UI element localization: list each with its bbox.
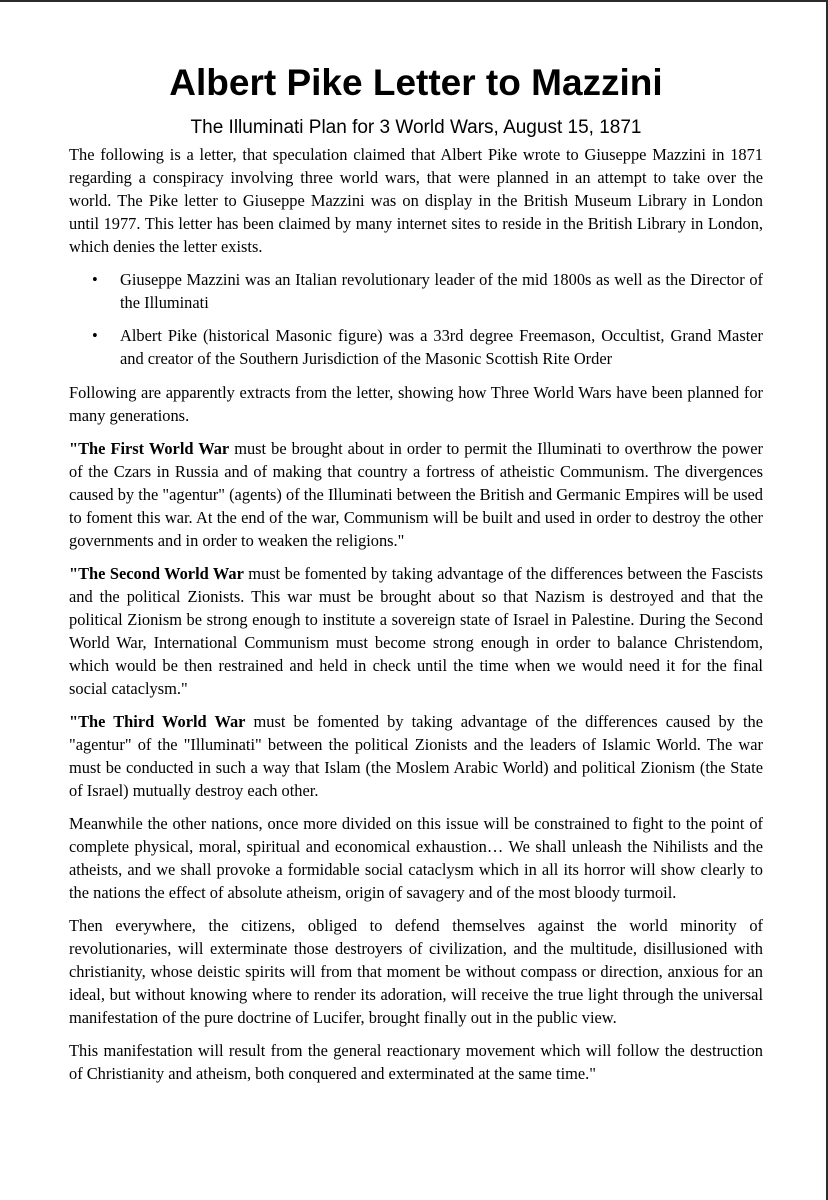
bullet-item-pike [69,324,763,370]
manifestation-paragraph: This manifestation will result from the general reactionary movement which will follow the destruction of Christianity and atheism, both conquered and exterminated at the same time." [69,1041,763,1083]
bullet-item-mazzini [69,268,763,314]
everywhere-paragraph: Then everywhere, the citizens, obliged to defend themselves against the world minority of revolutionaries, will exterminate those destroyers of civilization, and the multitude, disillusioned with christianity, whose deistic spirits will from that moment be without compass or direction, anxious for an ideal, but without knowing where to render its adoration, will receive the true light through the universal manifestation of the pure doctrine of Lucifer, brought finally out in the public view. [69,916,763,1027]
second-world-war-paragraph [69,562,763,700]
opening-quote: " [69,439,79,458]
following-paragraph: Following are apparently extracts from the letter, showing how Three World Wars have been planned for many generations. [69,383,763,425]
third-world-war-heading: The Third World War [78,712,246,731]
intro-paragraph: The following is a letter, that speculation claimed that Albert Pike wrote to Giuseppe Mazzini in 1871 regarding a conspiracy involving three world wars, that were planned in an attempt to take over the world. The Pike letter to Giuseppe Mazzini was on display in the British Museum Library in London until 1977. This letter has been claimed by many internet sites to reside in the British Library in London, which denies the letter exists. [69,145,763,256]
first-world-war-text: must be brought about in order to permit the Illuminati to overthrow the power of the Czars in Russia and of making that country a fortress of atheistic Communism. The divergences caused by the "agentur" (agents) of the Illuminati between the British and Germanic Empires will be used to foment this war. At the end of the war, Communism will be built and used in order to destroy the other governments and in order to weaken the religions." [69,439,763,550]
opening-quote: " [69,712,79,731]
second-world-war-text: must be fomented by taking advantage of the differences between the Fascists and the political Zionists. This war must be brought about so that Nazism is destroyed and that the political Zionism be strong enough to institute a sovereign state of Israel in Palestine. During the Second World War, International Communism must become strong enough in order to balance Christendom, which would be then restrained and held in check until the time when we would need it for the final social cataclysm." [69,564,763,698]
first-world-war-paragraph [69,437,763,552]
page-top-border [0,0,828,2]
third-world-war-paragraph [69,710,763,802]
bullet-list [69,268,763,370]
bullet-icon: • [92,270,98,289]
page-subtitle: The Illuminati Plan for 3 World Wars, August 15, 1871 [190,117,642,138]
second-world-war-heading: The Second World War [78,564,244,583]
opening-quote: " [69,564,79,583]
first-world-war-heading: The First World War [78,439,230,458]
document [69,58,763,1095]
bullet-icon: • [92,326,98,345]
page-title: Albert Pike Letter to Mazzini [169,62,663,103]
bullet-text: Albert Pike (historical Masonic figure) was a 33rd degree Freemason, Occultist, Grand Master and creator of the Southern Jurisdiction of the Masonic Scottish Rite Order [120,326,763,368]
meanwhile-paragraph: Meanwhile the other nations, once more divided on this issue will be constrained to fight to the point of complete physical, moral, spiritual and economical exhaustion… We shall unleash the Nihilists and the atheists, and we shall provoke a formidable social cataclysm which in all its horror will show clearly to the nations the effect of absolute atheism, origin of savagery and of the most bloody turmoil. [69,814,763,902]
bullet-text: Giuseppe Mazzini was an Italian revolutionary leader of the mid 1800s as well as the Director of the Illuminati [120,270,763,312]
third-world-war-text: must be fomented by taking advantage of the differences caused by the "agentur" of the "Illuminati" between the political Zionists and the leaders of Islamic World. The war must be conducted in such a way that Islam (the Moslem Arabic World) and political Zionism (the State of Israel) mutually destroy each other. [69,712,763,800]
